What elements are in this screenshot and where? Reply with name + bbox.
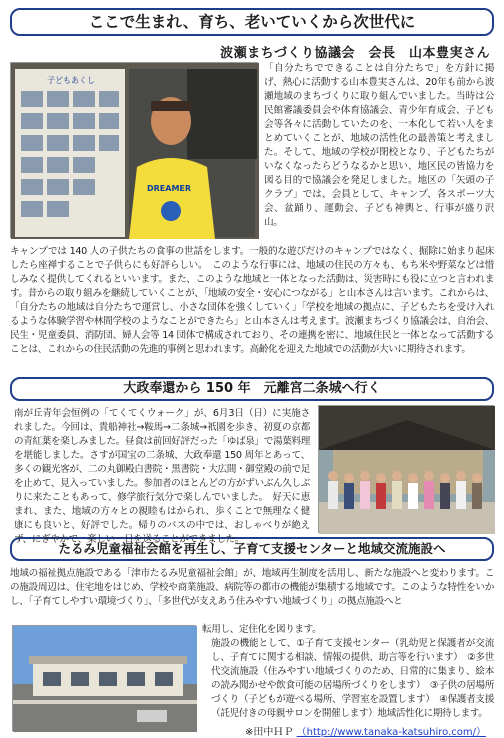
homepage-label: ※田中ＨＰ [245,727,294,738]
section1-text-full: キャンプでは 140 人の子供たちの食事の世話をします。一般的な遊びだけのキャンプではなく、掘除に始まり起床したら座禅することで子供らにも好評らしい。 このような行事には、地域の住民の方々も、もち米や野菜などは惜しみなく提供してくれるといいます。また、このような地域と一体となった活動は、災害時にも役に立つと言われます。昔からの取り組みを継続していくことが、「地域の安全・安心につながる」と山本さんは言います。これからは、「自分たちの地域は自分たちで運営し、小さな団体を強くしていく」「学校を地域の拠点に、子どもたちを受け入れるような体験学習や林間学校のようなことができたら」と山本さんは考えます。波瀬まちづくり協議会は、自治会、民生・児童委員、消防団、婦人会等 14 団体で構成されており、その連携を密に、地域住民と一体となって活動することは、これからの住民活動の先進的事例と思われます。高齢化を迎えた地域での活動が大いに期待されます。 [10,246,494,355]
homepage-url-link[interactable]: （http://www.tanaka-katsuhiro.com/） [296,727,486,738]
photo-shirt-text: DREAMER [147,184,192,193]
section2 [10,403,494,545]
portrait-photo [10,62,258,238]
building-photo [12,625,196,731]
section2-text: 南が丘青年会恒例の「てくてくウォーク」が、6月3日（日）に実施されました。今回は、貴船神社→鞍馬→二条城→祇園を歩き、初夏の京都の青紅葉を楽しみました。昼食は前回好評だった「ゆば泉」で湯葉料理を堪能しました。さすが国宝の二条城、大政奉還 150 周年とあって、多くの観光客が、二の丸御殿白書院・黒書院・大広間・御堂殿の前で足を止めて、見入っていました。参加者のほとんどの方がずいぶん久しぶりに来たこともあって、修学旅行気分で楽しんでいました。 好天に恵まれ、また、地域の方々との親睦もはかられ、歩くことで無理なく健康にも良いと、好評でした。帰りのバスの中では、おしゃべりが絶えず、にぎやかで、楽しい一日を送ることができました。 [14,408,310,545]
section3-text-right-1: 転用し、定住化を図ります。 [202,624,322,635]
building-photo-illustration [13,626,197,732]
section3 [10,563,494,737]
section1-title: ここで生まれ、育ち、老いていくから次世代に [10,8,494,36]
homepage-link-line [245,723,486,738]
section1-byline: 波瀬まちづくり協議会 会長 山本豊実さん [220,46,490,61]
group-photo-illustration [319,406,495,534]
section1-text-right: 「自分たちでできることは自分たちで」を方針に掲げ、熱心に活動する山本豊実さんは、20年も前から波瀬地域のまちづくりに取り組んでいました。当時は公民館審議委員会や体育協議会、青少年育成会、子ども会等各々に活動していたのを、一本化して若い人をまとめていくことが、地域の活性化の最善策と考えました。そして、地域の学校が閉校となり、子どもたちがいなくなったらどうなるかと思い、地区民の皆協力を図る目的で協議会を発足しました。地区の「矢頭の子クラブ」では、会員として、キャンプ、各スポーツ大会、盆踊り、運動会、子ども神輿と、行事が盛り沢山。 [264,63,494,228]
section2-title: 大政奉還から 150 年 元離宮二条城へ行く [10,377,494,401]
photo-board-title: 子どもあくし [47,76,95,85]
group-photo [318,405,494,533]
section3-text-right-2: 施設の機能として、①子育て支援センター（乳幼児と保護者が交流し、子育てに関する相談、情報の提供、助言等を行います） ②多世代交流施設（住みやすい地域づくりのため、日常的に集まり、絵本の読み聞かせや飲食可能の居場所づくりをします） ③子供の居場所づくり（子どもが遊べる場所、学習室を設置します） ④保護者支援（託児付きの母親サロンを開催します）地域活性化に期待します。 [211,638,494,719]
section1 [10,40,494,377]
section3-text-full: 地域の福祉拠点施設である「津市たるみ児童福祉会館」が、地域再生制度を活用し、新たな施設へと変わります。この施設周辺は、住宅地をはじめ、学校や商業施設、病院等の都市の機能が集積する地域です。このような特性をいかし、「子育てしやすい環境づくり」、「多世代が支えあう住みやすい地域づくり」の拠点施設へと [10,568,494,607]
section3-text-right [202,623,494,721]
portrait-photo-illustration [11,63,259,239]
section3-title: たるみ児童福祉会館を再生し、子育て支援センターと地域交流施設へ [10,537,494,561]
